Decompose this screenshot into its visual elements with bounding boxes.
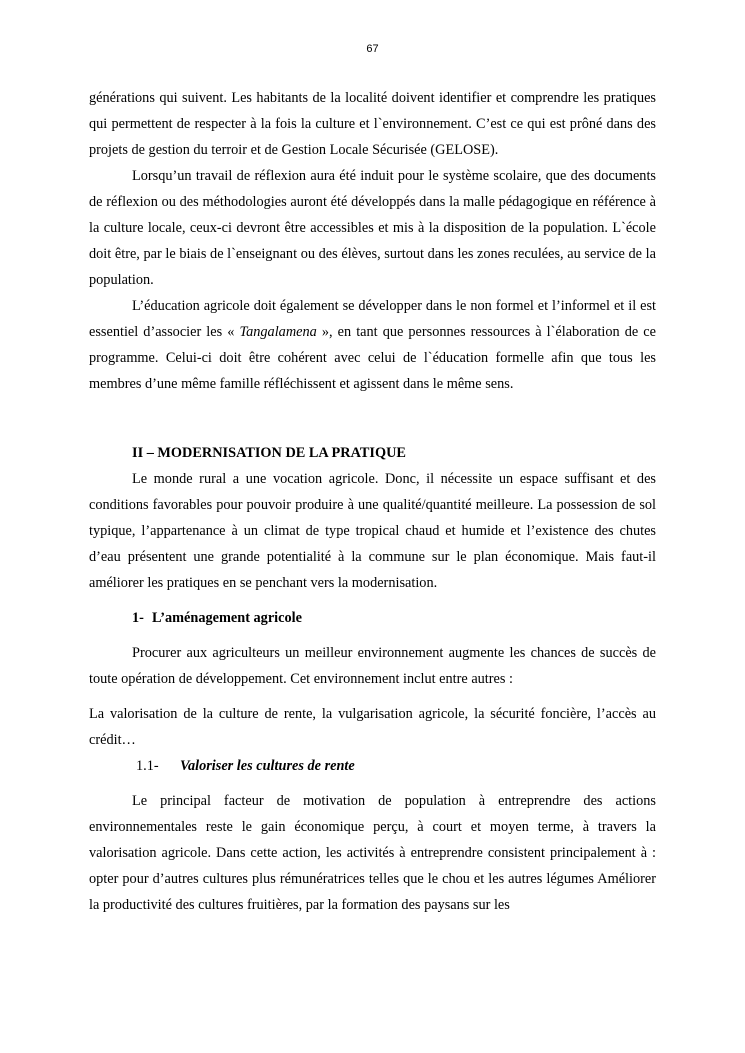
- paragraph-rural-world: Le monde rural a une vocation agricole. Donc, il nécessite un espace suffisant et des conditions favorables pour pouvoir produire à une qualité/quantité meilleure. La possession de sol typique, l’appartenance à un climat de type tropical chaud et humide et l’existence des chutes d’eau présentent une grande potentialité à la commune sur le plan économique. Mais faut-il améliorer les pratiques en se penchant vers la modernisation.: [89, 471, 656, 591]
- subsubsection-title: Valoriser les cultures de rente: [180, 758, 355, 774]
- section-heading: II – MODERNISATION DE LA PRATIQUE: [132, 445, 406, 461]
- paragraph-motivation: Le principal facteur de motivation de population à entreprendre des actions environnementales reste le gain économique perçu, à court et moyen terme, à travers la valorisation agricole. Dans cette action, les activités à entreprendre consistent principalement à : opter pour d’autres cultures plus rémunératrices telles que le chou et les autres légumes Améliorer la productivité des cultures fruitières, par la formation des paysans sur les: [89, 793, 656, 913]
- subsubsection-number: 1.1-: [136, 758, 159, 774]
- paragraph-school-system: Lorsqu’un travail de réflexion aura été induit pour le système scolaire, que des documents de réflexion ou des méthodologies auront été développés dans la malle pédagogique en référence à la culture locale, ceux-ci devront être accessibles et mis à la disposition de la population. L`école doit être, par le biais de l`enseignant ou des élèves, surtout dans les zones reculées, au service de la population.: [89, 168, 656, 288]
- paragraph-continuation: générations qui suivent. Les habitants de la localité doivent identifier et comprendre les pratiques qui permettent de respecter à la fois la culture et l`environnement. C’est ce qui est prôné dans des projets de gestion du terroir et de Gestion Locale Sécurisée (GELOSE).: [89, 90, 656, 158]
- paragraph-farmers-environment: Procurer aux agriculteurs un meilleur environnement augmente les chances de succès de toute opération de développement. Cet environnement inclut entre autres :: [89, 645, 656, 687]
- subsection-heading: [89, 605, 656, 631]
- paragraph-agricultural-education: [89, 293, 656, 397]
- paragraph-list-items: La valorisation de la culture de rente, la vulgarisation agricole, la sécurité foncière, l’accès au crédit…: [89, 706, 656, 748]
- subsubsection-heading: [89, 753, 656, 779]
- page-body: [89, 85, 656, 918]
- paragraph-text-start: L’éducation agricole doit également se développer dans le non formel et l’informel et il est essentiel d’associer les «: [89, 298, 656, 340]
- subsection-title: L’aménagement agricole: [152, 610, 302, 626]
- tangalamena-term: Tangalamena: [239, 324, 317, 340]
- paragraph-text-end: », en tant que personnes ressources à l`élaboration de ce programme. Celui-ci doit être cohérent avec celui de l`éducation formelle afin que tous les membres d’une même famille réfléchissent et agissent dans le même sens.: [89, 324, 656, 392]
- page-number: 67: [366, 43, 379, 55]
- subsection-number: 1-: [132, 610, 144, 626]
